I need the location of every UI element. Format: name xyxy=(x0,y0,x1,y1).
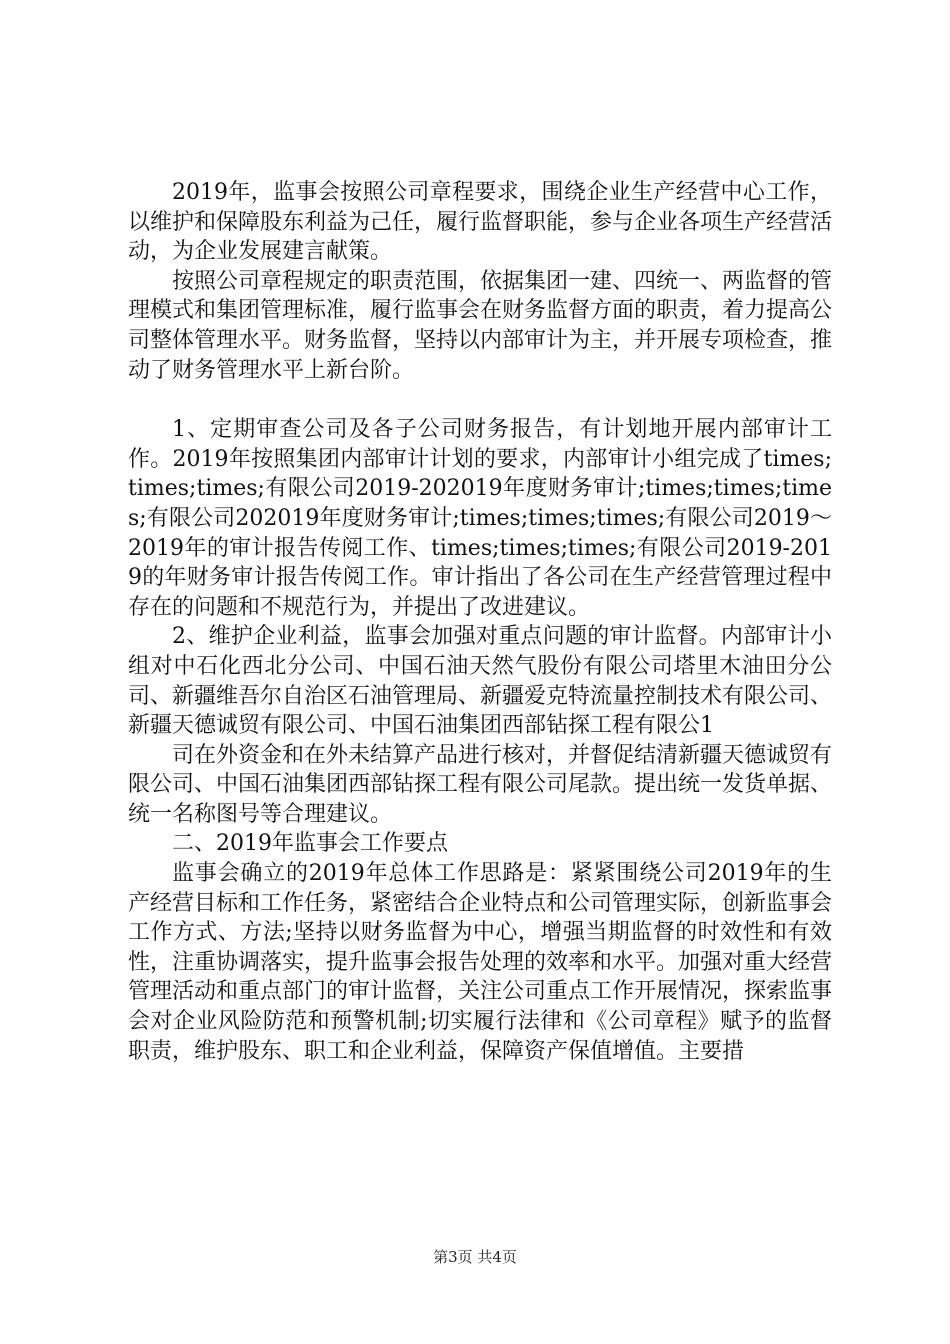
paragraph-item-2-enterprise-interests: 2、维护企业利益，监事会加强对重点问题的审计监督。内部审计小组对中石化西北分公司、中国石油天然气股份有限公司塔里木油田分公司、新疆维吾尔自治区石油管理局、新疆爱克特流量控制技术有限公司、新疆天德诚贸有限公司、中国石油集团西部钻探工程有限公1 xyxy=(128,624,833,739)
paragraph-item-1-financial-reports: 1、定期审查公司及各子公司财务报告，有计划地开展内部审计工作。2019年按照集团内部审计计划的要求，内部审计小组完成了times;times;times;有限公司2019-202019年度财务审计;times;times;times;有限公司202019年度财务审计;times;times;times;有限公司2019～2019年的审计报告传阅工作、times;times;times;有限公司2019-2019的年财务审计报告传阅工作。审计指出了各公司在生产经营管理过程中存在的问题和不规范行为，并提出了改进建议。 xyxy=(128,417,832,620)
paragraph-funds-verification: 司在外资金和在外未结算产品进行核对，并督促结清新疆天德诚贸有限公司、中国石油集团西部钻探工程有限公司尾款。提出统一发货单据、统一名称图号等合理建议。 xyxy=(128,742,833,827)
paragraph-financial-supervision: 按照公司章程规定的职责范围，依据集团一建、四统一、两监督的管理模式和集团管理标准，履行监事会在财务监督方面的职责，着力提高公司整体管理水平。财务监督，坚持以内部审计为主，并开展专项检查，推动了财务管理水平上新台阶。 xyxy=(128,268,833,383)
page-number-footer: 第3页 共4页 xyxy=(433,1248,517,1266)
section-heading-work-points: 二、2019年监事会工作要点 xyxy=(172,831,448,857)
paragraph-supervisory-board-summary: 2019年，监事会按照公司章程要求，围绕企业生产经营中心工作，以维护和保障股东利益为己任，履行监督职能，参与企业各项生产经营活动，为企业发展建言献策。 xyxy=(128,180,833,265)
document-body xyxy=(128,178,832,1066)
paragraph-overall-work-plan: 监事会确立的2019年总体工作思路是：紧紧围绕公司2019年的生产经营目标和工作任务，紧密结合企业特点和公司管理实际，创新监事会工作方式、方法;坚持以财务监督为中心，增强当期监督的时效性和有效性，注重协调落实，提升监事会报告处理的效率和水平。加强对重大经营管理活动和重点部门的审计监督，关注公司重点工作开展情况，探索监事会对企业风险防范和预警机制;切实履行法律和《公司章程》赋予的监督职责，维护股东、职工和企业利益，保障资产保值增值。主要措 xyxy=(128,861,833,1064)
